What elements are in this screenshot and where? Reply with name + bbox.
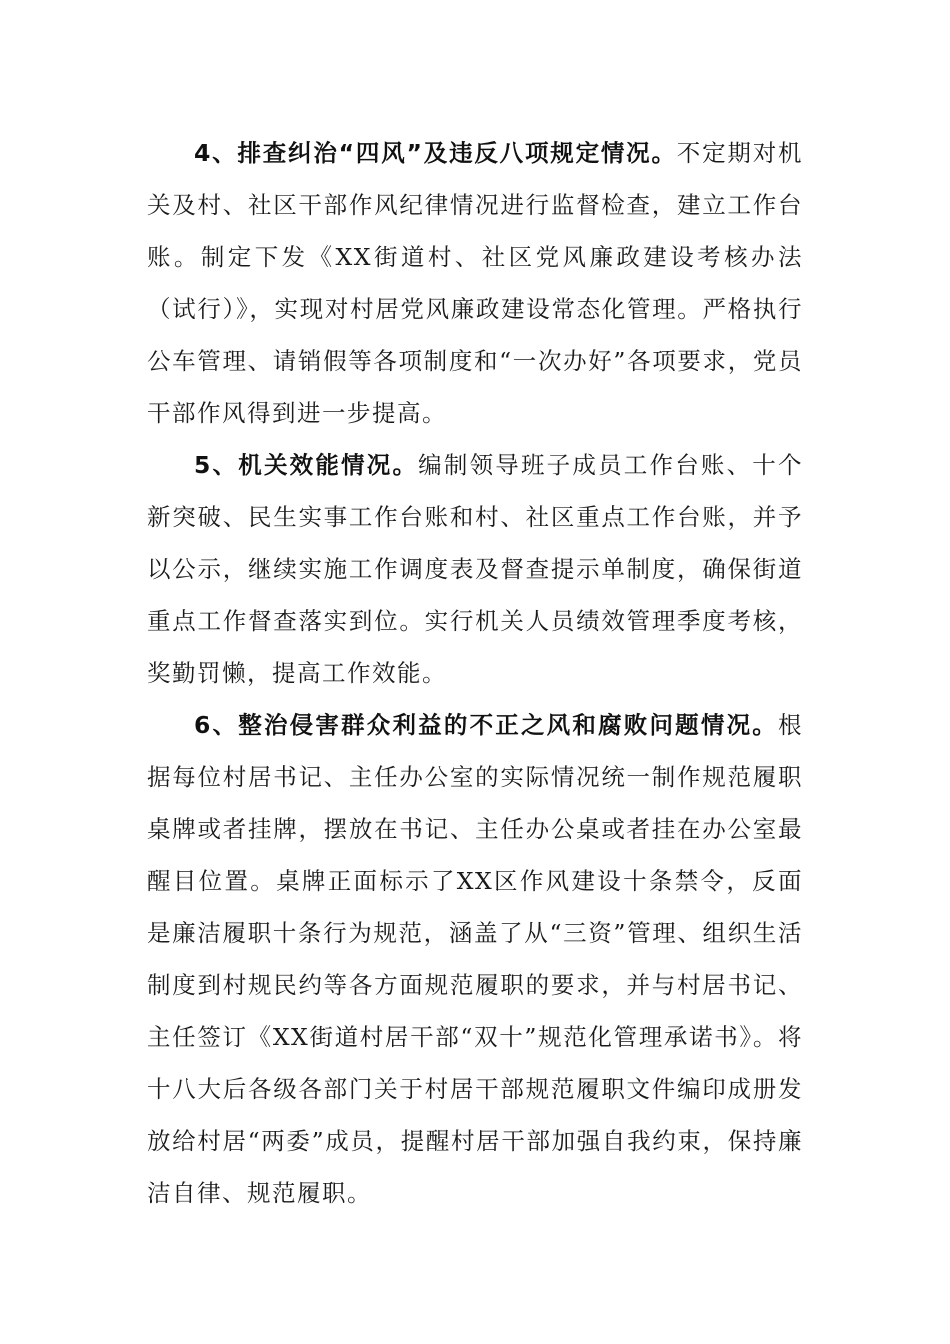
paragraph-5-text: 编制领导班子成员工作台账、十个新突破、民生实事工作台账和村、社区重点工作台账，并予以公示，继续实施工作调度表及督查提示单制度，确保街道重点工作督查落实到位。实行机关人员绩效管理季度考核，奖勤罚懒，提高工作效能。 bbox=[147, 451, 803, 687]
paragraph-5-efficiency bbox=[147, 439, 803, 699]
paragraph-4-text: 不定期对机关及村、社区干部作风纪律情况进行监督检查，建立工作台账。制定下发《XX街道村、社区党风廉政建设考核办法（试行）》，实现对村居党风廉政建设常态化管理。严格执行公车管理、请销假等各项制度和“一次办好”各项要求，党员干部作风得到进一步提高。 bbox=[147, 139, 804, 427]
paragraph-5-heading: 5、机关效能情况。 bbox=[194, 451, 419, 479]
paragraph-6-heading: 6、整治侵害群众利益的不正之风和腐败问题情况。 bbox=[194, 711, 778, 739]
paragraph-4-four-styles bbox=[147, 127, 803, 439]
paragraph-4-heading: 4、排查纠治“四风”及违反八项规定情况。 bbox=[194, 139, 677, 167]
document-body bbox=[147, 127, 803, 1219]
paragraph-6-text: 根据每位村居书记、主任办公室的实际情况统一制作规范履职桌牌或者挂牌，摆放在书记、主任办公桌或者挂在办公室最醒目位置。桌牌正面标示了XX区作风建设十条禁令，反面是廉洁履职十条行为规范，涵盖了从“三资”管理、组织生活制度到村规民约等各方面规范履职的要求，并与村居书记、主任签订《XX街道村居干部“双十”规范化管理承诺书》。将十八大后各级各部门关于村居干部规范履职文件编印成册发放给村居“两委”成员，提醒村居干部加强自我约束，保持廉洁自律、规范履职。 bbox=[147, 711, 803, 1207]
paragraph-6-rectification bbox=[147, 699, 803, 1219]
